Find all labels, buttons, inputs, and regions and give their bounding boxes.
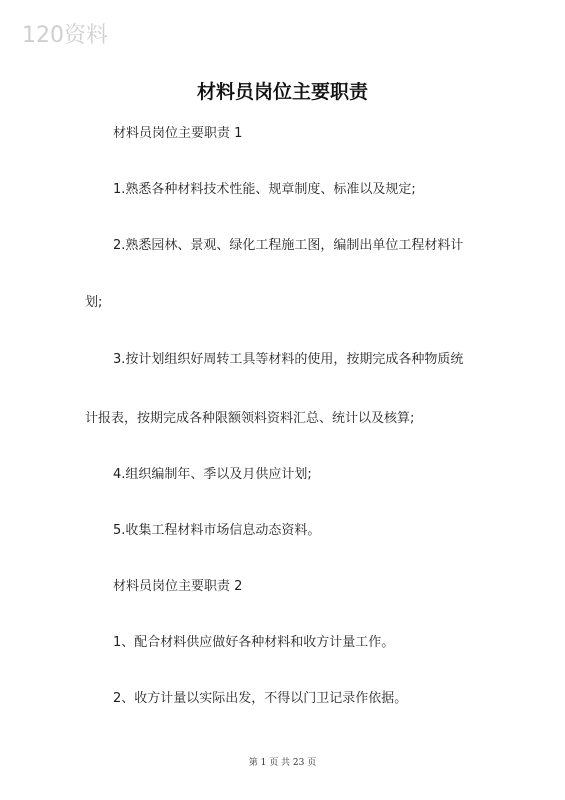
section-heading-1: 材料员岗位主要职责 1	[113, 126, 243, 141]
watermark-text: 120资料	[22, 23, 108, 48]
duty-item-6: 1、配合材料供应做好各种材料和收方计量工作。	[113, 635, 395, 650]
duty-item-3: 3.按计划组织好周转工具等材料的使用，按期完成各种物质统	[113, 352, 464, 367]
page-footer: 第 1 页 共 23 页	[248, 758, 317, 768]
duty-item-2-continued: 划;	[85, 295, 103, 310]
document-title: 材料员岗位主要职责	[196, 81, 368, 103]
duty-item-1: 1.熟悉各种材料技术性能、规章制度、标准以及规定;	[113, 182, 416, 197]
duty-item-3-continued: 计报表，按期完成各种限额领料资料汇总、统计以及核算;	[85, 411, 415, 426]
section-heading-2: 材料员岗位主要职责 2	[113, 579, 243, 594]
duty-item-5: 5.收集工程材料市场信息动态资料。	[113, 523, 321, 538]
duty-item-2: 2.熟悉园林、景观、绿化工程施工图，编制出单位工程材料计	[113, 238, 464, 253]
duty-item-7: 2、收方计量以实际出发，不得以门卫记录作依据。	[113, 691, 408, 706]
duty-item-4: 4.组织编制年、季以及月供应计划;	[113, 467, 312, 482]
